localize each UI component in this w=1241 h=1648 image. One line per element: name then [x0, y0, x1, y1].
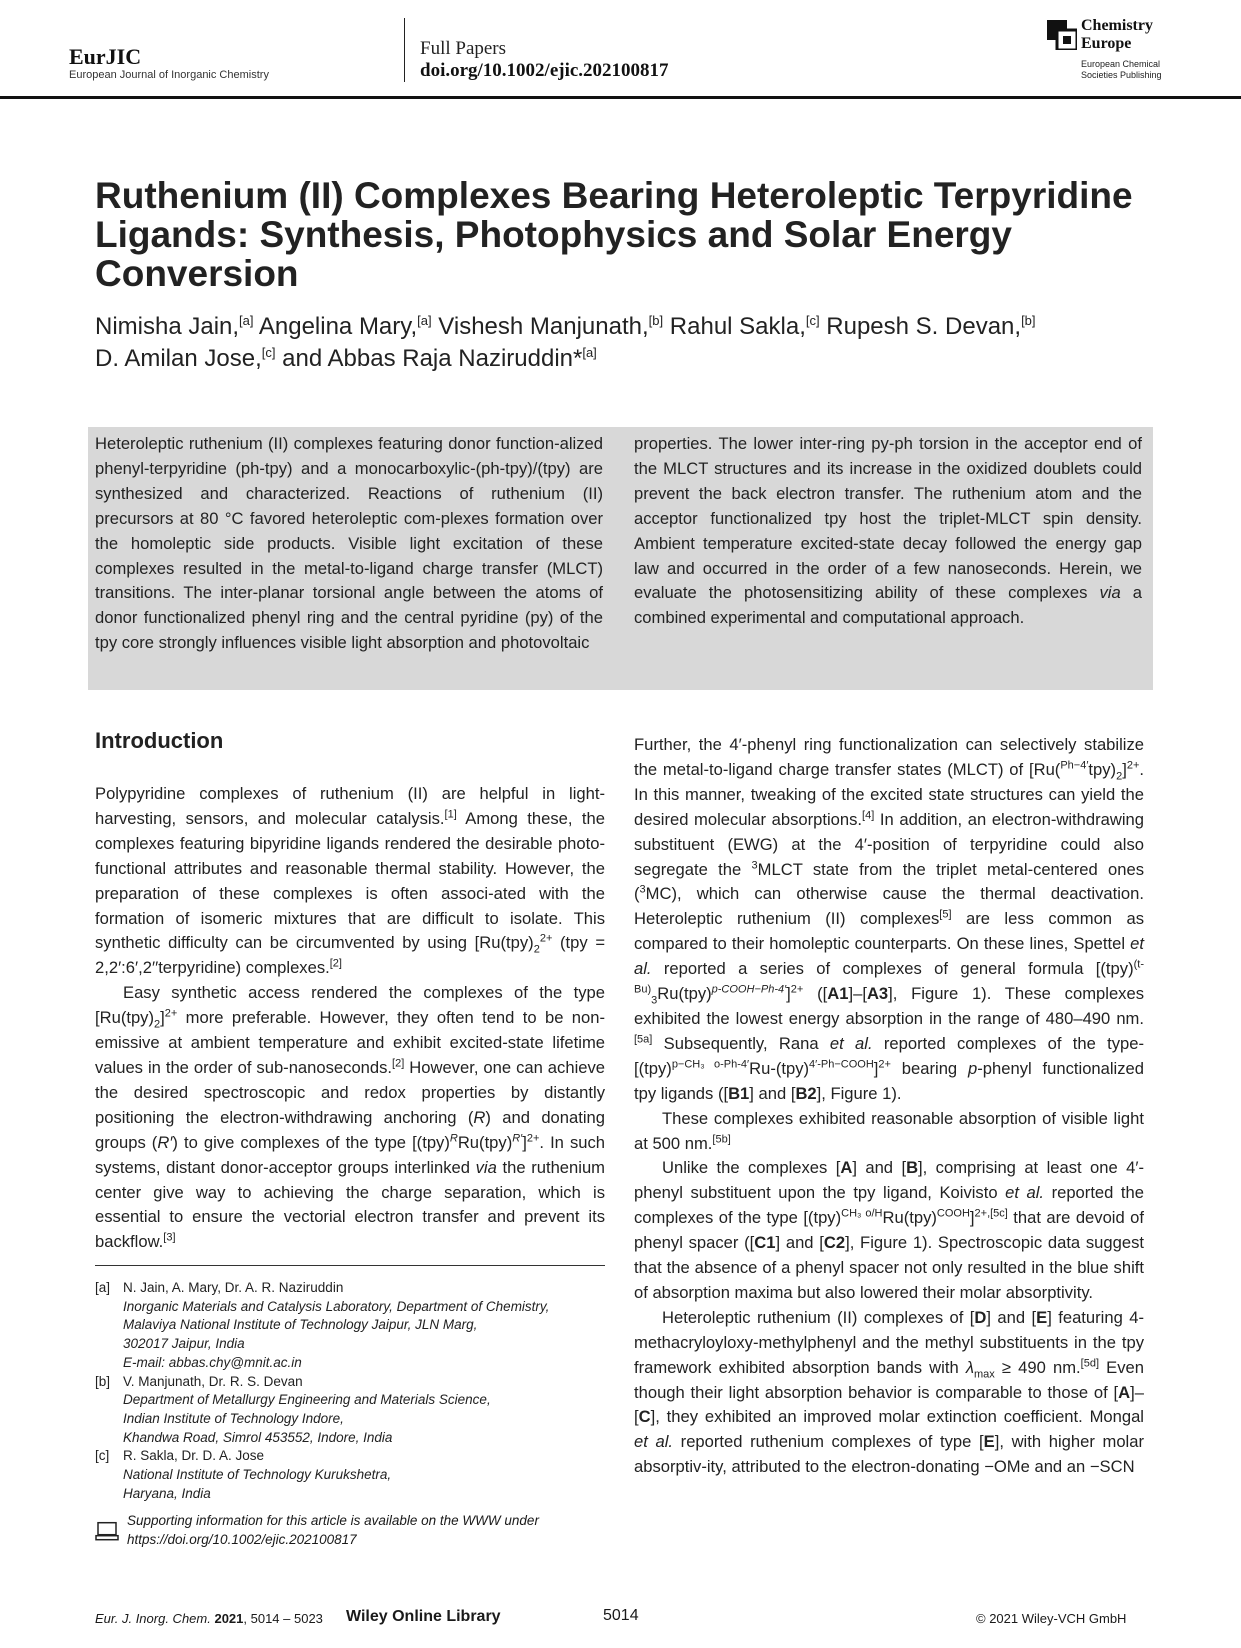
copyright: © 2021 Wiley-VCH GmbH	[976, 1611, 1127, 1626]
author-list: Nimisha Jain,[a] Angelina Mary,[a] Vishesh Manjunath,[b] Rahul Sakla,[c] Rupesh S. Devan,[b] D. Amilan Jose,[c] and Abbas Raja Naziruddin*[a]	[95, 313, 1036, 372]
footnote-rule	[95, 1265, 605, 1266]
email-link[interactable]: E-mail: abbas.chy@mnit.ac.in	[123, 1354, 302, 1370]
paragraph: These complexes exhibited reasonable absorption of visible light at 500 nm.[5b]	[634, 1108, 1144, 1153]
journal-full-name: European Journal of Inorganic Chemistry	[69, 69, 269, 81]
publisher-subtitle: European Chemical Societies Publishing	[1081, 59, 1162, 80]
paragraph: Polypyridine complexes of ruthenium (II) are helpful in light-harvesting, sensors, and molecular catalysis.[1] Among these, the complexes featuring bipyridine ligands rendered the desirable photo-functional attributes and reasonable thermal stability. However, the preparation of these complexes is often associ-ated with the formation of isomeric mixtures that are difficult to isolate. This synthetic difficulty can be circumvented by using [$Ru(tpy)_2^{2+}$ (tpy = 2,2′:6′,2′′terpyridine) complexes.[2]	[95, 784, 606, 978]
supporting-info-note: Supporting information for this article is available on the WWW under https://doi.org/10.1002/ejic.202100817	[95, 1512, 605, 1549]
affiliations	[95, 1279, 605, 1503]
computer-icon	[95, 1514, 119, 1549]
publisher-name: Chemistry Europe	[1081, 17, 1153, 52]
abstract-left-column: Heteroleptic ruthenium (II) complexes featuring donor function-alized phenyl-terpyridine (ph-tpy) and a monocarboxylic-(ph-tpy)/(tpy) are synthesized and characterized. Reactions of ruthenium (II) precursors at 80 °C favored heteroleptic com-plexes formation over the homoleptic side products. Visible light excitation of these complexes resulted in the metal-to-ligand charge transfer (MLCT) transitions. The inter-planar torsional angle between the atoms of donor functionalized phenyl ring and the central pyridine (py) of the tpy core strongly influences visible light absorption and photovoltaic	[95, 434, 603, 653]
header-rule	[0, 96, 1241, 99]
affiliation-a: [a] N. Jain, A. Mary, Dr. A. R. Naziruddin Inorganic Materials and Catalysis Laboratory, Department of Chemistry, Malaviya National Institute of Technology Jaipur, JLN Marg, 302017 Jaipur, India E-mail: abbas.chy@mnit.ac.in	[95, 1279, 605, 1373]
paragraph: Further, the 4′-phenyl ring functionalization can selectively stabilize the metal-to-ligand charge transfer states (MLCT) of $[Ru(^{Ph-4'}tpy)_2]^{2+}$. In this manner, tweaking of the excited state structures can yield the desired molecular absorptions.[4] In addition, an electron-withdrawing substituent (EWG) at the 4′-position of terpyridine could also segregate the $^3$MLCT state from the triplet metal-centered ones ($^3$MC), which can otherwise cause the thermal deactivation. Heteroleptic ruthenium (II) complexes[5] are less common as compared to their homoleptic counterparts. On these lines, Spettel et al. reported a series of complexes of general formula $[(tpy)^{(t-Bu)}_3Ru(tpy)^{p-COOH-Ph-4'}]^{2+}$ ([A1]–[A3], Figure 1). These complexes exhibited the lowest energy absorption in the range of 480–490 nm.[5a] Subsequently, Rana et al. reported complexes of the type-$[(tpy)^{p-CH_3 o-Ph-4'}Ru-(tpy)^{4'-Ph-COOH}]^{2+}$ bearing p-phenyl functionalized tpy ligands ([B1] and [B2], Figure 1).	[634, 735, 1145, 1103]
body-left-column	[95, 782, 605, 1255]
article-title: Ruthenium (II) Complexes Bearing Heteroleptic Terpyridine Ligands: Synthesis, Photophysics and Solar Energy Conversion	[95, 175, 1133, 294]
citation: Eur. J. Inorg. Chem. 2021, 5014 – 5023	[95, 1611, 323, 1626]
doi-link[interactable]: doi.org/10.1002/ejic.202100817	[420, 60, 669, 81]
article-type: Full Papers	[420, 38, 507, 59]
section-heading-introduction: Introduction	[95, 728, 224, 753]
abstract-right-column: properties. The lower inter-ring py-ph torsion in the acceptor end of the MLCT structures and its increase in the oxidized doublets could prevent the back electron transfer. The ruthenium atom and the acceptor functionalized tpy host the triplet-MLCT spin density. Ambient temperature excited-state decay followed the energy gap law and occurred in the order of a few nanoseconds. Herein, we evaluate the photosensitizing ability of these complexes via a combined experimental and computational approach.	[634, 434, 1143, 628]
affiliation-c: [c] R. Sakla, Dr. D. A. Jose National Institute of Technology Kurukshetra, Haryana, India	[95, 1448, 392, 1501]
affiliation-b: [b] V. Manjunath, Dr. R. S. Devan Department of Metallurgy Engineering and Materials Science, Indian Institute of Technology Indore, Khandwa Road, Simrol 453552, Indore, India	[95, 1373, 491, 1445]
chemistry-europe-logo-icon	[1047, 20, 1077, 50]
journal-abbreviation: EurJIC	[69, 44, 142, 69]
body-right-column	[634, 733, 1144, 1480]
paragraph: Easy synthetic access rendered the complexes of the type $[Ru(tpy)_2]^{2+}$ more preferable. However, they often tend to be non-emissive at ambient temperature and exhibit excited-state lifetime values in the order of sub-nanoseconds.[2] However, one can achieve the desired spectroscopic and redox properties by distantly positioning the electron-withdrawing anchoring (R) and donating groups (R′) to give complexes of the type $[(tpy)^RRu(tpy)^{R'}]^{2+}$. In such systems, distant donor-acceptor groups interlinked via the ruthenium center give way to achieving the charge separation, which is essential to ensure the vectorial electron transfer and prevent its backflow.[3]	[95, 983, 606, 1252]
wiley-online-library-link[interactable]: Wiley Online Library	[346, 1608, 501, 1625]
header-divider	[404, 18, 405, 82]
page-number: 5014	[603, 1607, 639, 1624]
paragraph: Heteroleptic ruthenium (II) complexes of [D] and [E] featuring 4-methacryloyloxy-methylphenyl and the methyl substituents in the tpy framework exhibited absorption bands with $\lambda_{max} \ge 490$ nm.[5d] Even though their light absorption behavior is comparable to those of [A]–[C], they exhibited an improved molar extinction coefficient. Mongal et al. reported ruthenium complexes of type [E], with higher molar absorptiv-ity, attributed to the electron-donating −OMe and an −SCN	[634, 1307, 1144, 1477]
paragraph: Unlike the complexes [A] and [B], comprising at least one 4′-phenyl substituent upon the tpy ligand, Koivisto et al. reported the complexes of the type $[(tpy)^{CH_3 o/H}Ru(tpy)^{COOH}]^{2+,[5c]}$ that are devoid of phenyl spacer ([C1] and [C2], Figure 1). Spectroscopic data suggest that the absence of a phenyl spacer not only resulted in the blue shift of absorption maxima but also lowered their molar absorptivity.	[634, 1158, 1144, 1302]
